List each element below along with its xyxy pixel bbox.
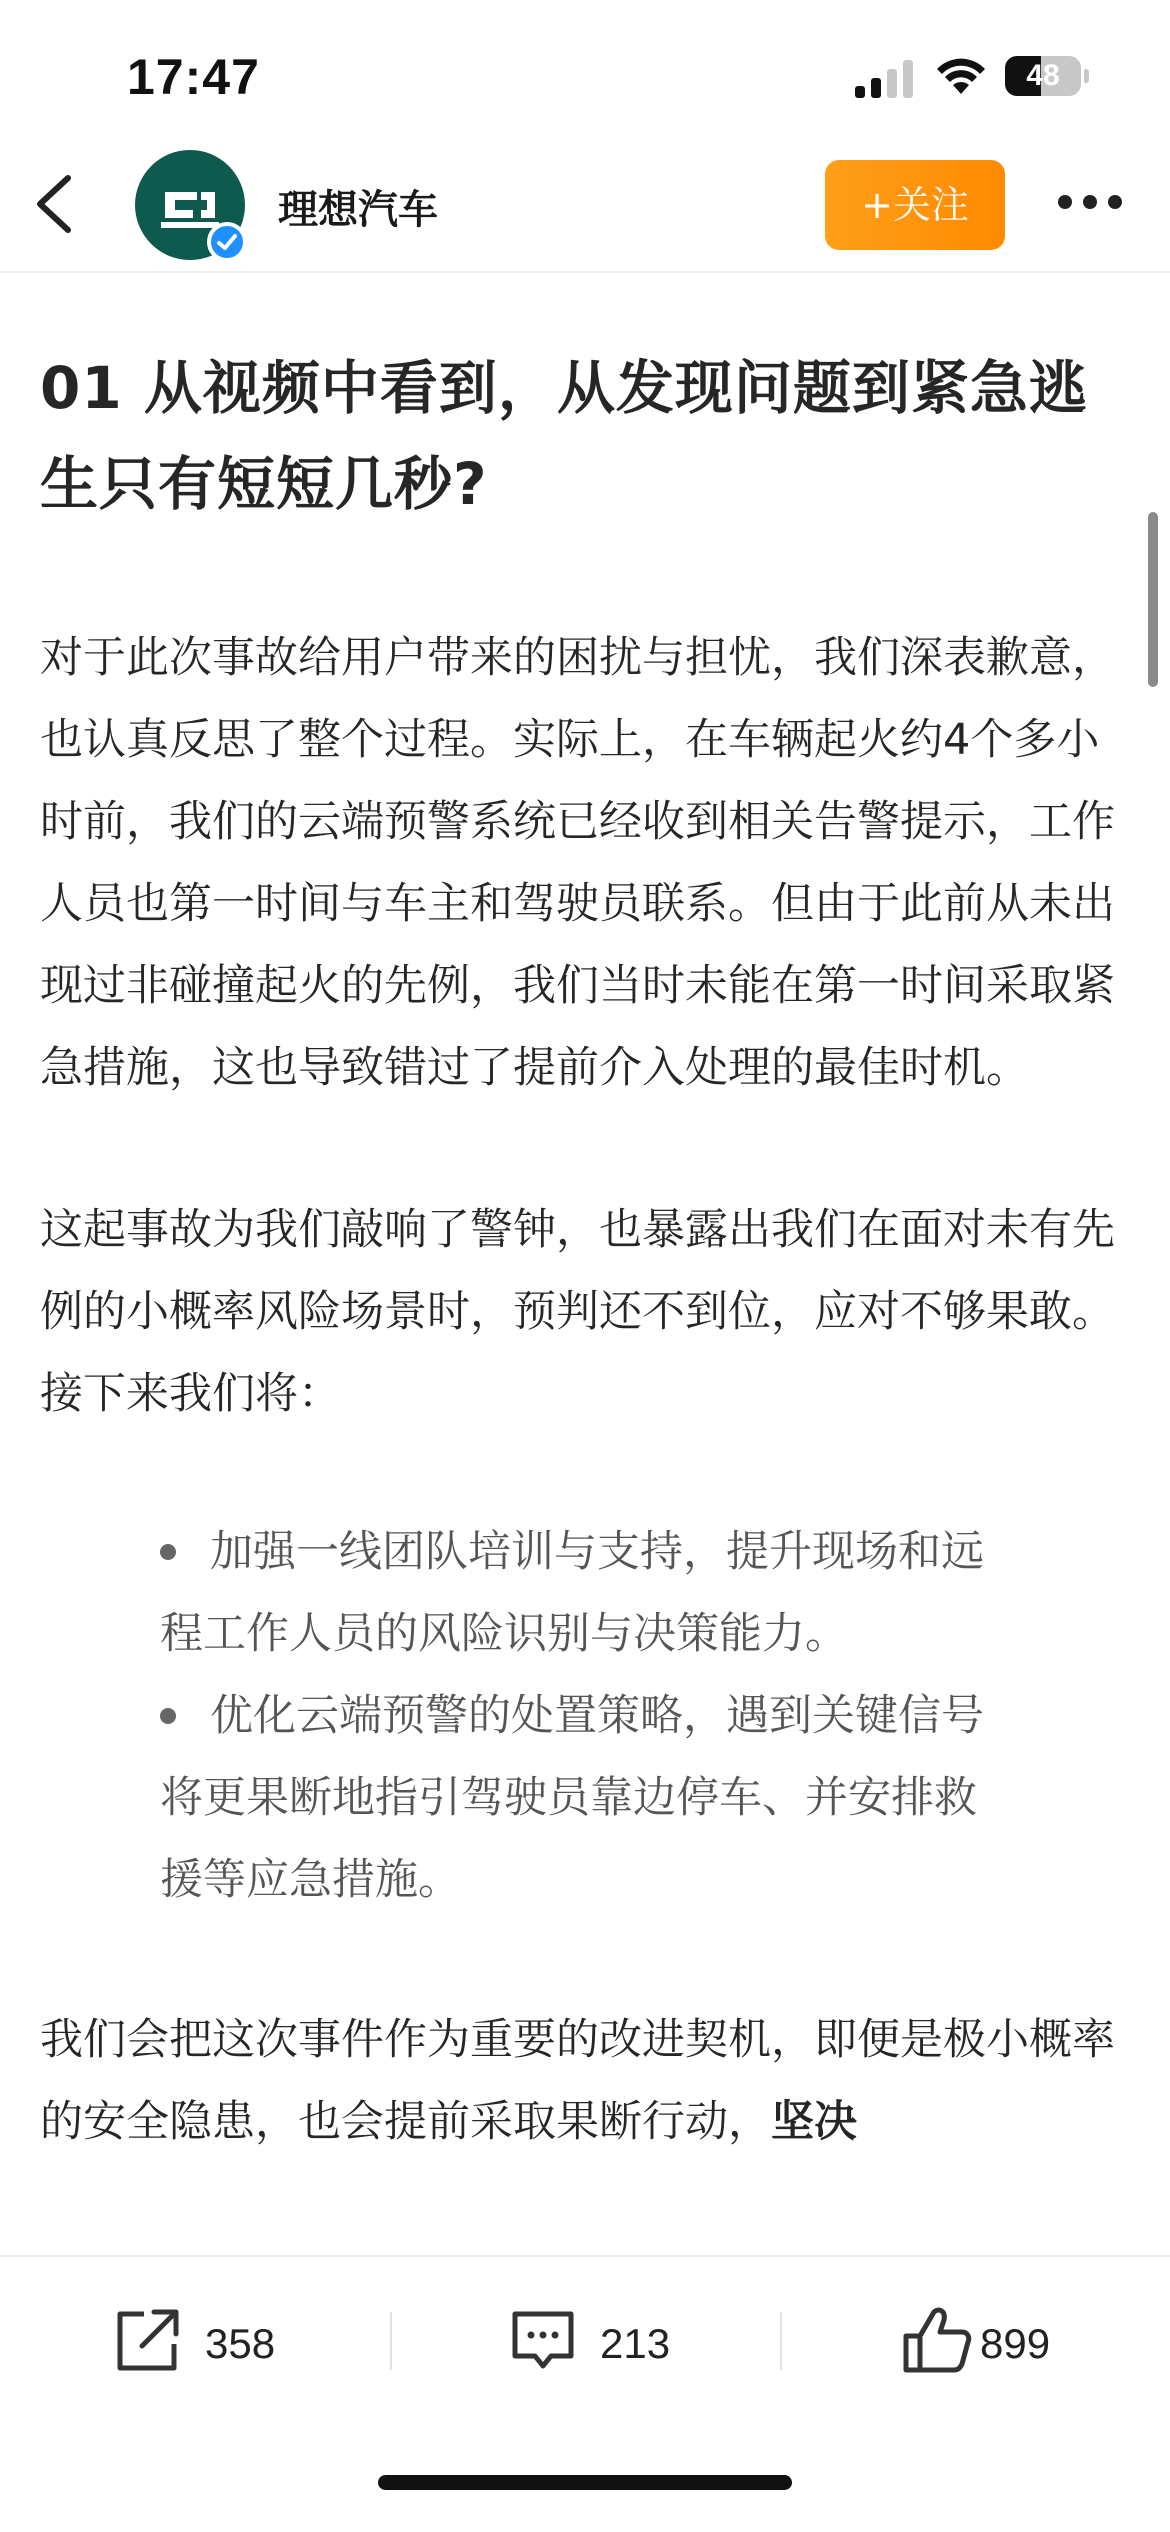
paragraph-1: 对于此次事故给用户带来的困扰与担忧，我们深表歉意，也认真反思了整个过程。实际上，在车辆起火约4个多小时前，我们的云端预警系统已经收到相关告警提示，工作人员也第一时间与车主和驾驶员联系。但由于此前从未出现过非碰撞起火的先例，我们当时未能在第一时间采取紧急措施，这也导致错过了提前介入处理的最佳时机。 <box>40 633 1115 1093</box>
battery-percentage: 48 <box>1026 59 1060 92</box>
share-button[interactable] <box>110 2302 310 2382</box>
chevron-left-icon[interactable] <box>30 172 80 236</box>
list-item <box>160 1675 1000 1921</box>
comment-icon <box>505 2302 581 2378</box>
share-count: 358 <box>205 2320 276 2367</box>
follow-button[interactable]: +关注 <box>825 160 1005 250</box>
status-bar <box>0 0 1170 150</box>
article-heading: 01 从视频中看到，从发现问题到紧急逃生只有短短几秒? <box>40 354 1088 518</box>
account-name[interactable]: 理想汽车 <box>278 187 438 233</box>
list-item <box>160 1511 1000 1675</box>
bullet-dot <box>160 1544 176 1560</box>
wifi-icon <box>935 54 987 98</box>
home-indicator[interactable] <box>378 2475 792 2490</box>
status-time: 17:47 <box>127 49 260 105</box>
like-button[interactable] <box>900 2302 1100 2382</box>
more-dots-icon[interactable] <box>1055 190 1125 214</box>
share-icon <box>110 2302 186 2378</box>
paragraph-2: 这起事故为我们敲响了警钟，也暴露出我们在面对未有先例的小概率风险场景时，预判还不到位，应对不够果敢。接下来我们将： <box>40 1205 1115 1419</box>
nav-header <box>0 150 1170 273</box>
paragraph-3-text: 我们会把这次事件作为重要的改进契机，即便是极小概率的安全隐患，也会提前采取果断行动， <box>40 2015 1115 2147</box>
battery-indicator <box>1005 56 1089 96</box>
cellular-signal-icon <box>855 58 913 98</box>
toolbar-divider <box>390 2312 392 2370</box>
toolbar-divider <box>780 2312 782 2370</box>
battery-body <box>1005 56 1081 96</box>
comment-button[interactable] <box>505 2302 705 2382</box>
thumbs-up-icon <box>900 2302 976 2378</box>
paragraph-3 <box>40 1999 1130 2163</box>
verified-badge-icon <box>207 222 247 262</box>
scrollbar[interactable] <box>1148 512 1158 687</box>
bullet-dot <box>160 1708 176 1724</box>
paragraph-3-bold: 坚决 <box>771 2097 857 2147</box>
battery-cap <box>1084 69 1089 83</box>
measures-list <box>40 1511 1000 1921</box>
like-count: 899 <box>980 2320 1051 2367</box>
comment-count: 213 <box>600 2320 671 2367</box>
list-item-text: 加强一线团队培训与支持，提升现场和远程工作人员的风险识别与决策能力。 <box>160 1527 984 1659</box>
list-item-text: 优化云端预警的处置策略，遇到关键信号将更果断地指引驾驶员靠边停车、并安排救援等应急措施。 <box>160 1691 984 1905</box>
bottom-toolbar <box>0 2255 1170 2435</box>
article-body <box>40 340 1130 2255</box>
